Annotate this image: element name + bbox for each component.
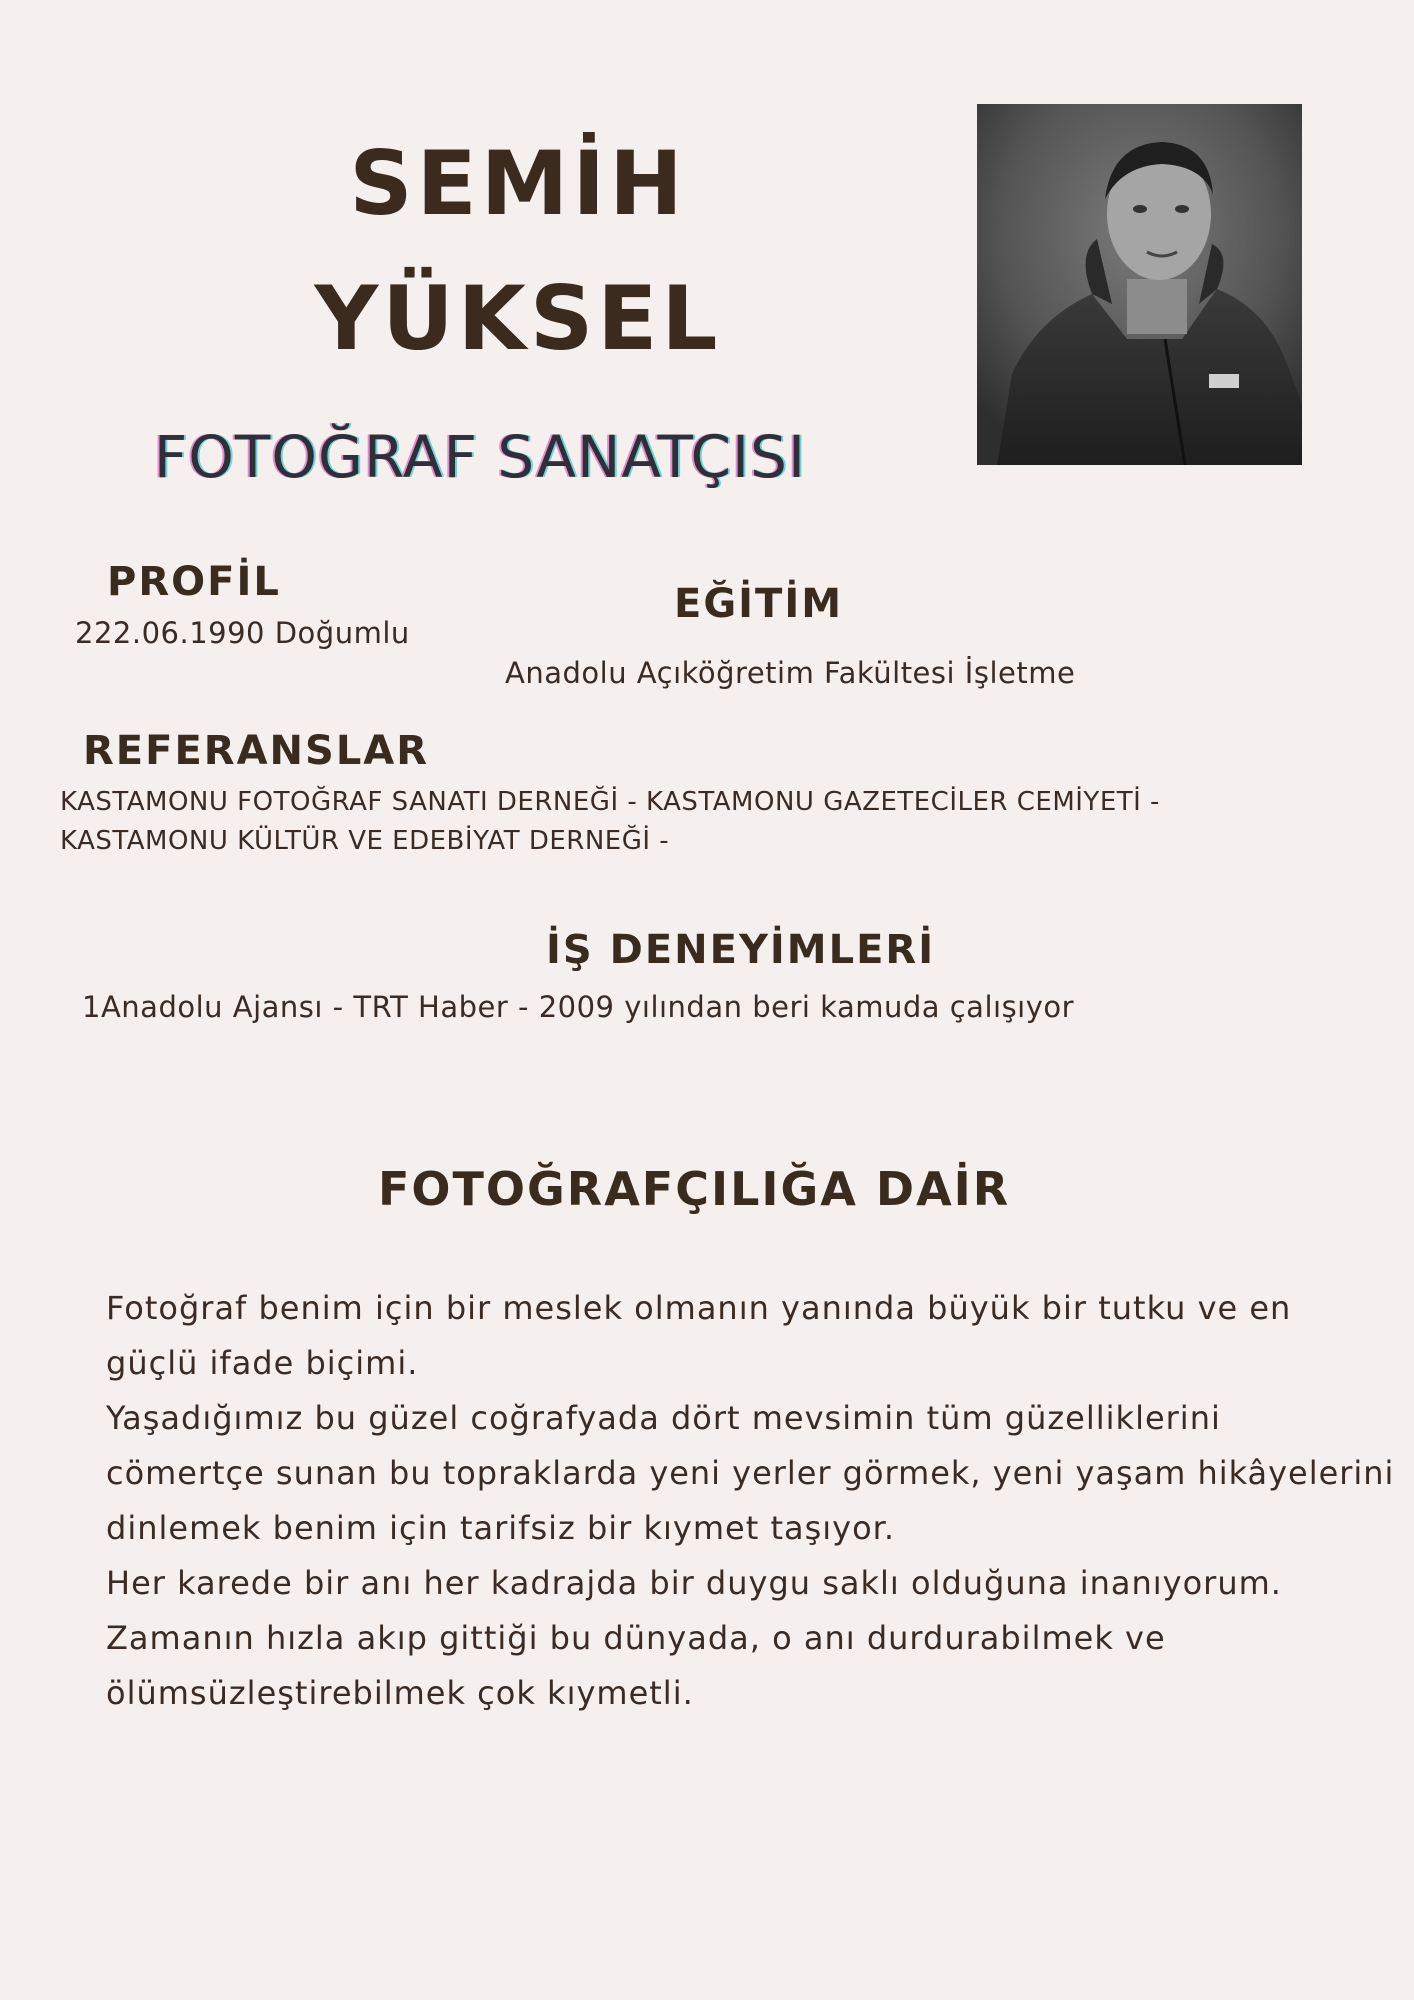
references-line: KASTAMONU KÜLTÜR VE EDEBİYAT DERNEĞİ - <box>60 826 670 856</box>
last-name: YÜKSEL <box>314 267 722 370</box>
about-line: ölümsüzleştirebilmek çok kıymetli. <box>106 1674 694 1712</box>
about-line: dinlemek benim için tarifsiz bir kıymet taşıyor. <box>106 1509 896 1547</box>
education-text: Anadolu Açıköğretim Fakültesi İşletme <box>505 656 1076 690</box>
experience-text: 1Anadolu Ajansı - TRT Haber - 2009 yılından beri kamuda çalışıyor <box>82 990 1075 1024</box>
references-line: KASTAMONU FOTOĞRAF SANATI DERNEĞİ - KASTAMONU GAZETECİLER CEMİYETİ - <box>60 787 1160 817</box>
about-line: Yaşadığımız bu güzel coğrafyada dört mevsimin tüm güzelliklerini <box>106 1399 1221 1437</box>
education-heading: EĞİTİM <box>674 581 844 627</box>
experience-heading: İŞ DENEYİMLERİ <box>546 927 936 973</box>
about-line: güçlü ifade biçimi. <box>106 1344 419 1382</box>
about-line: Zamanın hızla akıp gittiği bu dünyada, o anı durdurabilmek ve <box>106 1619 1166 1657</box>
first-name: SEMİH <box>349 132 687 235</box>
job-title: FOTOĞRAF SANATÇISI <box>153 423 807 491</box>
about-line: Her karede bir anı her kadrajda bir duygu saklı olduğuna inanıyorum. <box>106 1564 1282 1602</box>
about-line: cömertçe sunan bu topraklarda yeni yerler görmek, yeni yaşam hikâyelerini <box>106 1454 1395 1492</box>
portrait-photo <box>977 104 1302 465</box>
profile-heading: PROFİL <box>107 559 281 605</box>
references-heading: REFERANSLAR <box>83 728 430 774</box>
portrait-icon <box>977 104 1302 465</box>
birth-date: 222.06.1990 Doğumlu <box>75 616 410 650</box>
about-line: Fotoğraf benim için bir meslek olmanın yanında büyük bir tutku ve en <box>106 1289 1292 1327</box>
about-heading: FOTOĞRAFÇILIĞA DAİR <box>378 1162 1011 1216</box>
